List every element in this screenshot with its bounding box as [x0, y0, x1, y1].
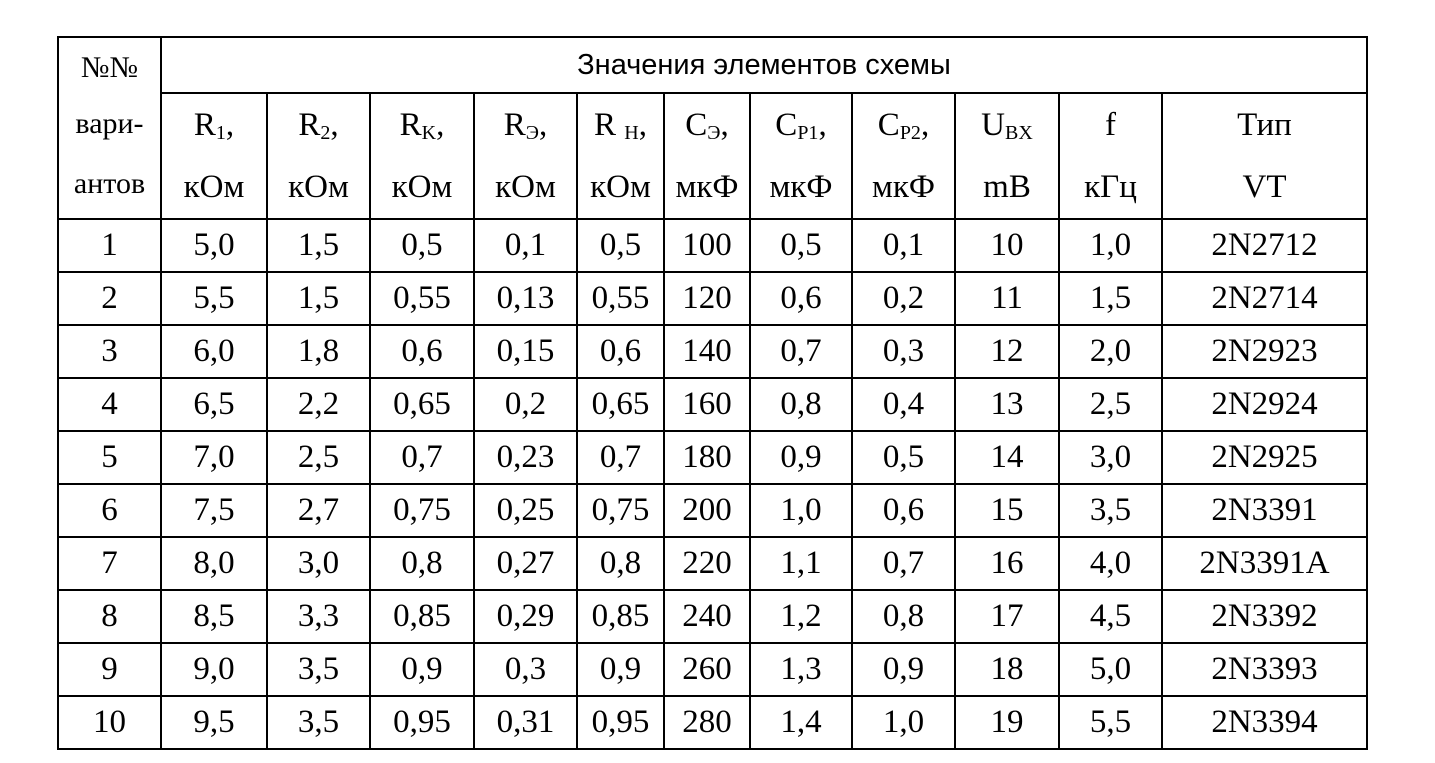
table-cell: 0,55 — [370, 272, 474, 325]
parameter-symbol — [578, 94, 663, 156]
parameter-header-cell — [370, 93, 474, 219]
parameter-unit: кОм — [288, 169, 349, 205]
table-cell: 16 — [955, 537, 1059, 590]
table-cell: 12 — [955, 325, 1059, 378]
variant-number-cell: 5 — [58, 431, 161, 484]
table-cell: 240 — [664, 590, 750, 643]
table-cell: 14 — [955, 431, 1059, 484]
parameter-symbol-letter: R — [298, 107, 321, 143]
table-cell: 0,95 — [370, 696, 474, 749]
table-cell: 0,6 — [750, 272, 852, 325]
parameter-unit: кОм — [183, 169, 245, 205]
table-row — [58, 484, 1367, 537]
table-cell: 0,9 — [370, 643, 474, 696]
table-cell: 0,27 — [474, 537, 577, 590]
parameter-symbol-letter: C — [877, 107, 900, 143]
table-cell: 0,55 — [577, 272, 664, 325]
table-cell: 5,0 — [161, 219, 267, 272]
table-cell: 0,8 — [852, 590, 955, 643]
variant-number-cell: 7 — [58, 537, 161, 590]
parameter-symbol-letter: Тип — [1237, 107, 1292, 143]
parameter-header-cell — [161, 93, 267, 219]
parameter-header-cell — [1059, 93, 1162, 219]
parameter-header-cell — [750, 93, 852, 219]
parameter-unit: мкФ — [769, 169, 833, 205]
table-cell: 280 — [664, 696, 750, 749]
table-title: Значения элементов схемы — [161, 37, 1367, 93]
parameter-separator: , — [720, 107, 729, 143]
table-cell: 0,7 — [577, 431, 664, 484]
table-cell: 2N2714 — [1162, 272, 1367, 325]
table-cell: 260 — [664, 643, 750, 696]
table-cell: 8,0 — [161, 537, 267, 590]
table-cell: 7,5 — [161, 484, 267, 537]
table-cell: 0,2 — [852, 272, 955, 325]
table-cell: 1,8 — [267, 325, 370, 378]
table-cell: 0,25 — [474, 484, 577, 537]
parameter-subscript: Э — [525, 122, 539, 144]
parameter-symbol-letter: R — [594, 107, 625, 143]
table-row — [58, 272, 1367, 325]
table-cell: 0,1 — [852, 219, 955, 272]
table-row — [58, 325, 1367, 378]
table-row — [58, 431, 1367, 484]
table-cell: 0,75 — [370, 484, 474, 537]
table-cell: 0,4 — [852, 378, 955, 431]
table-cell: 0,3 — [474, 643, 577, 696]
parameter-symbol — [665, 94, 749, 156]
table-cell: 1,0 — [1059, 219, 1162, 272]
table-cell: 200 — [664, 484, 750, 537]
table-cell: 13 — [955, 378, 1059, 431]
parameter-symbol — [371, 94, 473, 156]
variant-number-cell: 1 — [58, 219, 161, 272]
table-cell: 0,7 — [370, 431, 474, 484]
parameter-unit: кОм — [391, 169, 453, 205]
parameter-symbol — [956, 94, 1058, 156]
table-cell: 10 — [955, 219, 1059, 272]
parameter-separator: , — [638, 107, 647, 143]
parameter-symbol — [1060, 94, 1161, 156]
parameter-unit: кГц — [1084, 169, 1137, 205]
parameter-subscript: P1 — [797, 122, 819, 144]
table-cell: 2N2712 — [1162, 219, 1367, 272]
table-cell: 2N3392 — [1162, 590, 1367, 643]
table-cell: 0,8 — [370, 537, 474, 590]
table-cell: 9,0 — [161, 643, 267, 696]
table-cell: 1,0 — [750, 484, 852, 537]
parameter-subscript: P2 — [899, 122, 921, 144]
table-cell: 1,2 — [750, 590, 852, 643]
table-cell: 3,3 — [267, 590, 370, 643]
parameter-subscript: Э — [707, 122, 721, 144]
parameter-symbol — [751, 94, 851, 156]
parameter-header-cell — [664, 93, 750, 219]
table-cell: 0,85 — [577, 590, 664, 643]
table-cell: 1,4 — [750, 696, 852, 749]
table-cell: 4,0 — [1059, 537, 1162, 590]
table-cell: 0,8 — [750, 378, 852, 431]
table-cell: 2N2923 — [1162, 325, 1367, 378]
table-cell: 1,1 — [750, 537, 852, 590]
table-cell: 5,0 — [1059, 643, 1162, 696]
table-cell: 1,3 — [750, 643, 852, 696]
table-cell: 0,23 — [474, 431, 577, 484]
variant-number-cell: 2 — [58, 272, 161, 325]
parameter-symbol-letter: C — [685, 107, 708, 143]
parameter-symbol-letter: R — [503, 107, 526, 143]
parameter-symbol-letter: U — [981, 107, 1006, 143]
table-cell: 19 — [955, 696, 1059, 749]
table-cell: 0,7 — [852, 537, 955, 590]
table-cell: 0,95 — [577, 696, 664, 749]
table-cell: 0,6 — [852, 484, 955, 537]
table-cell: 0,8 — [577, 537, 664, 590]
parameter-separator: , — [225, 107, 235, 143]
table-cell: 0,65 — [577, 378, 664, 431]
table-cell: 0,5 — [852, 431, 955, 484]
table-cell: 180 — [664, 431, 750, 484]
parameter-header-cell — [474, 93, 577, 219]
table-cell: 2,7 — [267, 484, 370, 537]
parameter-unit: кОм — [590, 169, 651, 205]
table-cell: 2,5 — [1059, 378, 1162, 431]
table-cell: 5,5 — [1059, 696, 1162, 749]
table-cell: 120 — [664, 272, 750, 325]
variant-number-cell: 8 — [58, 590, 161, 643]
table-cell: 3,5 — [267, 696, 370, 749]
table-cell: 0,29 — [474, 590, 577, 643]
variants-table — [57, 36, 1368, 750]
parameter-subscript: K — [421, 122, 437, 144]
table-cell: 2N3391 — [1162, 484, 1367, 537]
table-cell: 0,13 — [474, 272, 577, 325]
table-cell: 18 — [955, 643, 1059, 696]
table-cell: 9,5 — [161, 696, 267, 749]
table-cell: 0,2 — [474, 378, 577, 431]
table-cell: 0,5 — [370, 219, 474, 272]
parameter-symbol-letter: R — [399, 107, 422, 143]
parameter-header-cell — [955, 93, 1059, 219]
table-cell: 3,5 — [267, 643, 370, 696]
table-row — [58, 219, 1367, 272]
table-cell: 7,0 — [161, 431, 267, 484]
parameter-unit: VT — [1242, 169, 1287, 205]
table-cell: 11 — [955, 272, 1059, 325]
table-cell: 0,31 — [474, 696, 577, 749]
table-cell: 0,1 — [474, 219, 577, 272]
table-cell: 0,65 — [370, 378, 474, 431]
table-cell: 0,9 — [852, 643, 955, 696]
table-cell: 0,85 — [370, 590, 474, 643]
table-cell: 3,0 — [1059, 431, 1162, 484]
parameter-unit: мкФ — [872, 169, 935, 205]
table-cell: 220 — [664, 537, 750, 590]
parameter-separator: , — [818, 107, 827, 143]
table-cell: 1,0 — [852, 696, 955, 749]
parameter-subscript: BX — [1005, 122, 1033, 144]
parameter-header-row — [58, 93, 1367, 219]
table-cell: 4,5 — [1059, 590, 1162, 643]
parameter-symbol-letter: R — [193, 107, 216, 143]
table-row — [58, 643, 1367, 696]
table-cell: 8,5 — [161, 590, 267, 643]
table-cell: 160 — [664, 378, 750, 431]
table-cell: 2N3393 — [1162, 643, 1367, 696]
variant-number-header — [58, 37, 161, 219]
parameter-separator: , — [436, 107, 445, 143]
table-cell: 3,5 — [1059, 484, 1162, 537]
table-cell: 2,0 — [1059, 325, 1162, 378]
parameter-unit: кОм — [495, 169, 556, 205]
parameter-symbol — [853, 94, 954, 156]
parameter-header-cell — [577, 93, 664, 219]
variant-number-header-line3: антов — [73, 167, 146, 200]
variant-number-header-line2: вари- — [75, 107, 144, 140]
table-cell: 17 — [955, 590, 1059, 643]
table-cell: 2N2924 — [1162, 378, 1367, 431]
variant-number-cell: 9 — [58, 643, 161, 696]
variant-number-cell: 4 — [58, 378, 161, 431]
variant-number-header-line1: №№ — [80, 51, 139, 84]
table-cell: 3,0 — [267, 537, 370, 590]
table-cell: 5,5 — [161, 272, 267, 325]
table-cell: 0,5 — [750, 219, 852, 272]
parameter-separator: , — [330, 107, 339, 143]
parameter-subscript: 1 — [215, 122, 226, 144]
table-cell: 1,5 — [267, 272, 370, 325]
table-cell: 6,5 — [161, 378, 267, 431]
parameter-unit: мкФ — [675, 169, 739, 205]
table-cell: 2N3394 — [1162, 696, 1367, 749]
parameter-symbol — [162, 94, 266, 156]
variant-number-cell: 10 — [58, 696, 161, 749]
variant-number-cell: 6 — [58, 484, 161, 537]
parameter-subscript: H — [624, 122, 639, 144]
table-cell: 2,2 — [267, 378, 370, 431]
parameter-symbol — [1163, 94, 1366, 156]
parameter-header-cell — [267, 93, 370, 219]
table-cell: 15 — [955, 484, 1059, 537]
table-cell: 0,6 — [577, 325, 664, 378]
table-cell: 2,5 — [267, 431, 370, 484]
table-cell: 0,15 — [474, 325, 577, 378]
table-cell: 0,3 — [852, 325, 955, 378]
variant-number-cell: 3 — [58, 325, 161, 378]
table-row — [58, 590, 1367, 643]
table-cell: 140 — [664, 325, 750, 378]
table-row — [58, 537, 1367, 590]
table-cell: 6,0 — [161, 325, 267, 378]
table-cell: 0,75 — [577, 484, 664, 537]
parameter-separator: , — [920, 107, 930, 143]
table-cell: 1,5 — [1059, 272, 1162, 325]
table-cell: 0,6 — [370, 325, 474, 378]
table-cell: 0,9 — [577, 643, 664, 696]
table-cell: 1,5 — [267, 219, 370, 272]
parameter-separator: , — [538, 107, 548, 143]
table-cell: 100 — [664, 219, 750, 272]
table-cell: 2N3391A — [1162, 537, 1367, 590]
parameter-symbol — [268, 94, 369, 156]
table-cell: 2N2925 — [1162, 431, 1367, 484]
parameter-symbol-letter: f — [1105, 107, 1116, 143]
parameter-unit: mB — [983, 169, 1031, 205]
table-cell: 0,5 — [577, 219, 664, 272]
table-cell: 0,9 — [750, 431, 852, 484]
parameter-symbol — [475, 94, 576, 156]
parameter-header-cell — [852, 93, 955, 219]
parameter-subscript: 2 — [320, 122, 331, 144]
table-cell: 0,7 — [750, 325, 852, 378]
table-row — [58, 696, 1367, 749]
parameter-symbol-letter: C — [775, 107, 798, 143]
parameter-header-cell — [1162, 93, 1367, 219]
table-row — [58, 378, 1367, 431]
